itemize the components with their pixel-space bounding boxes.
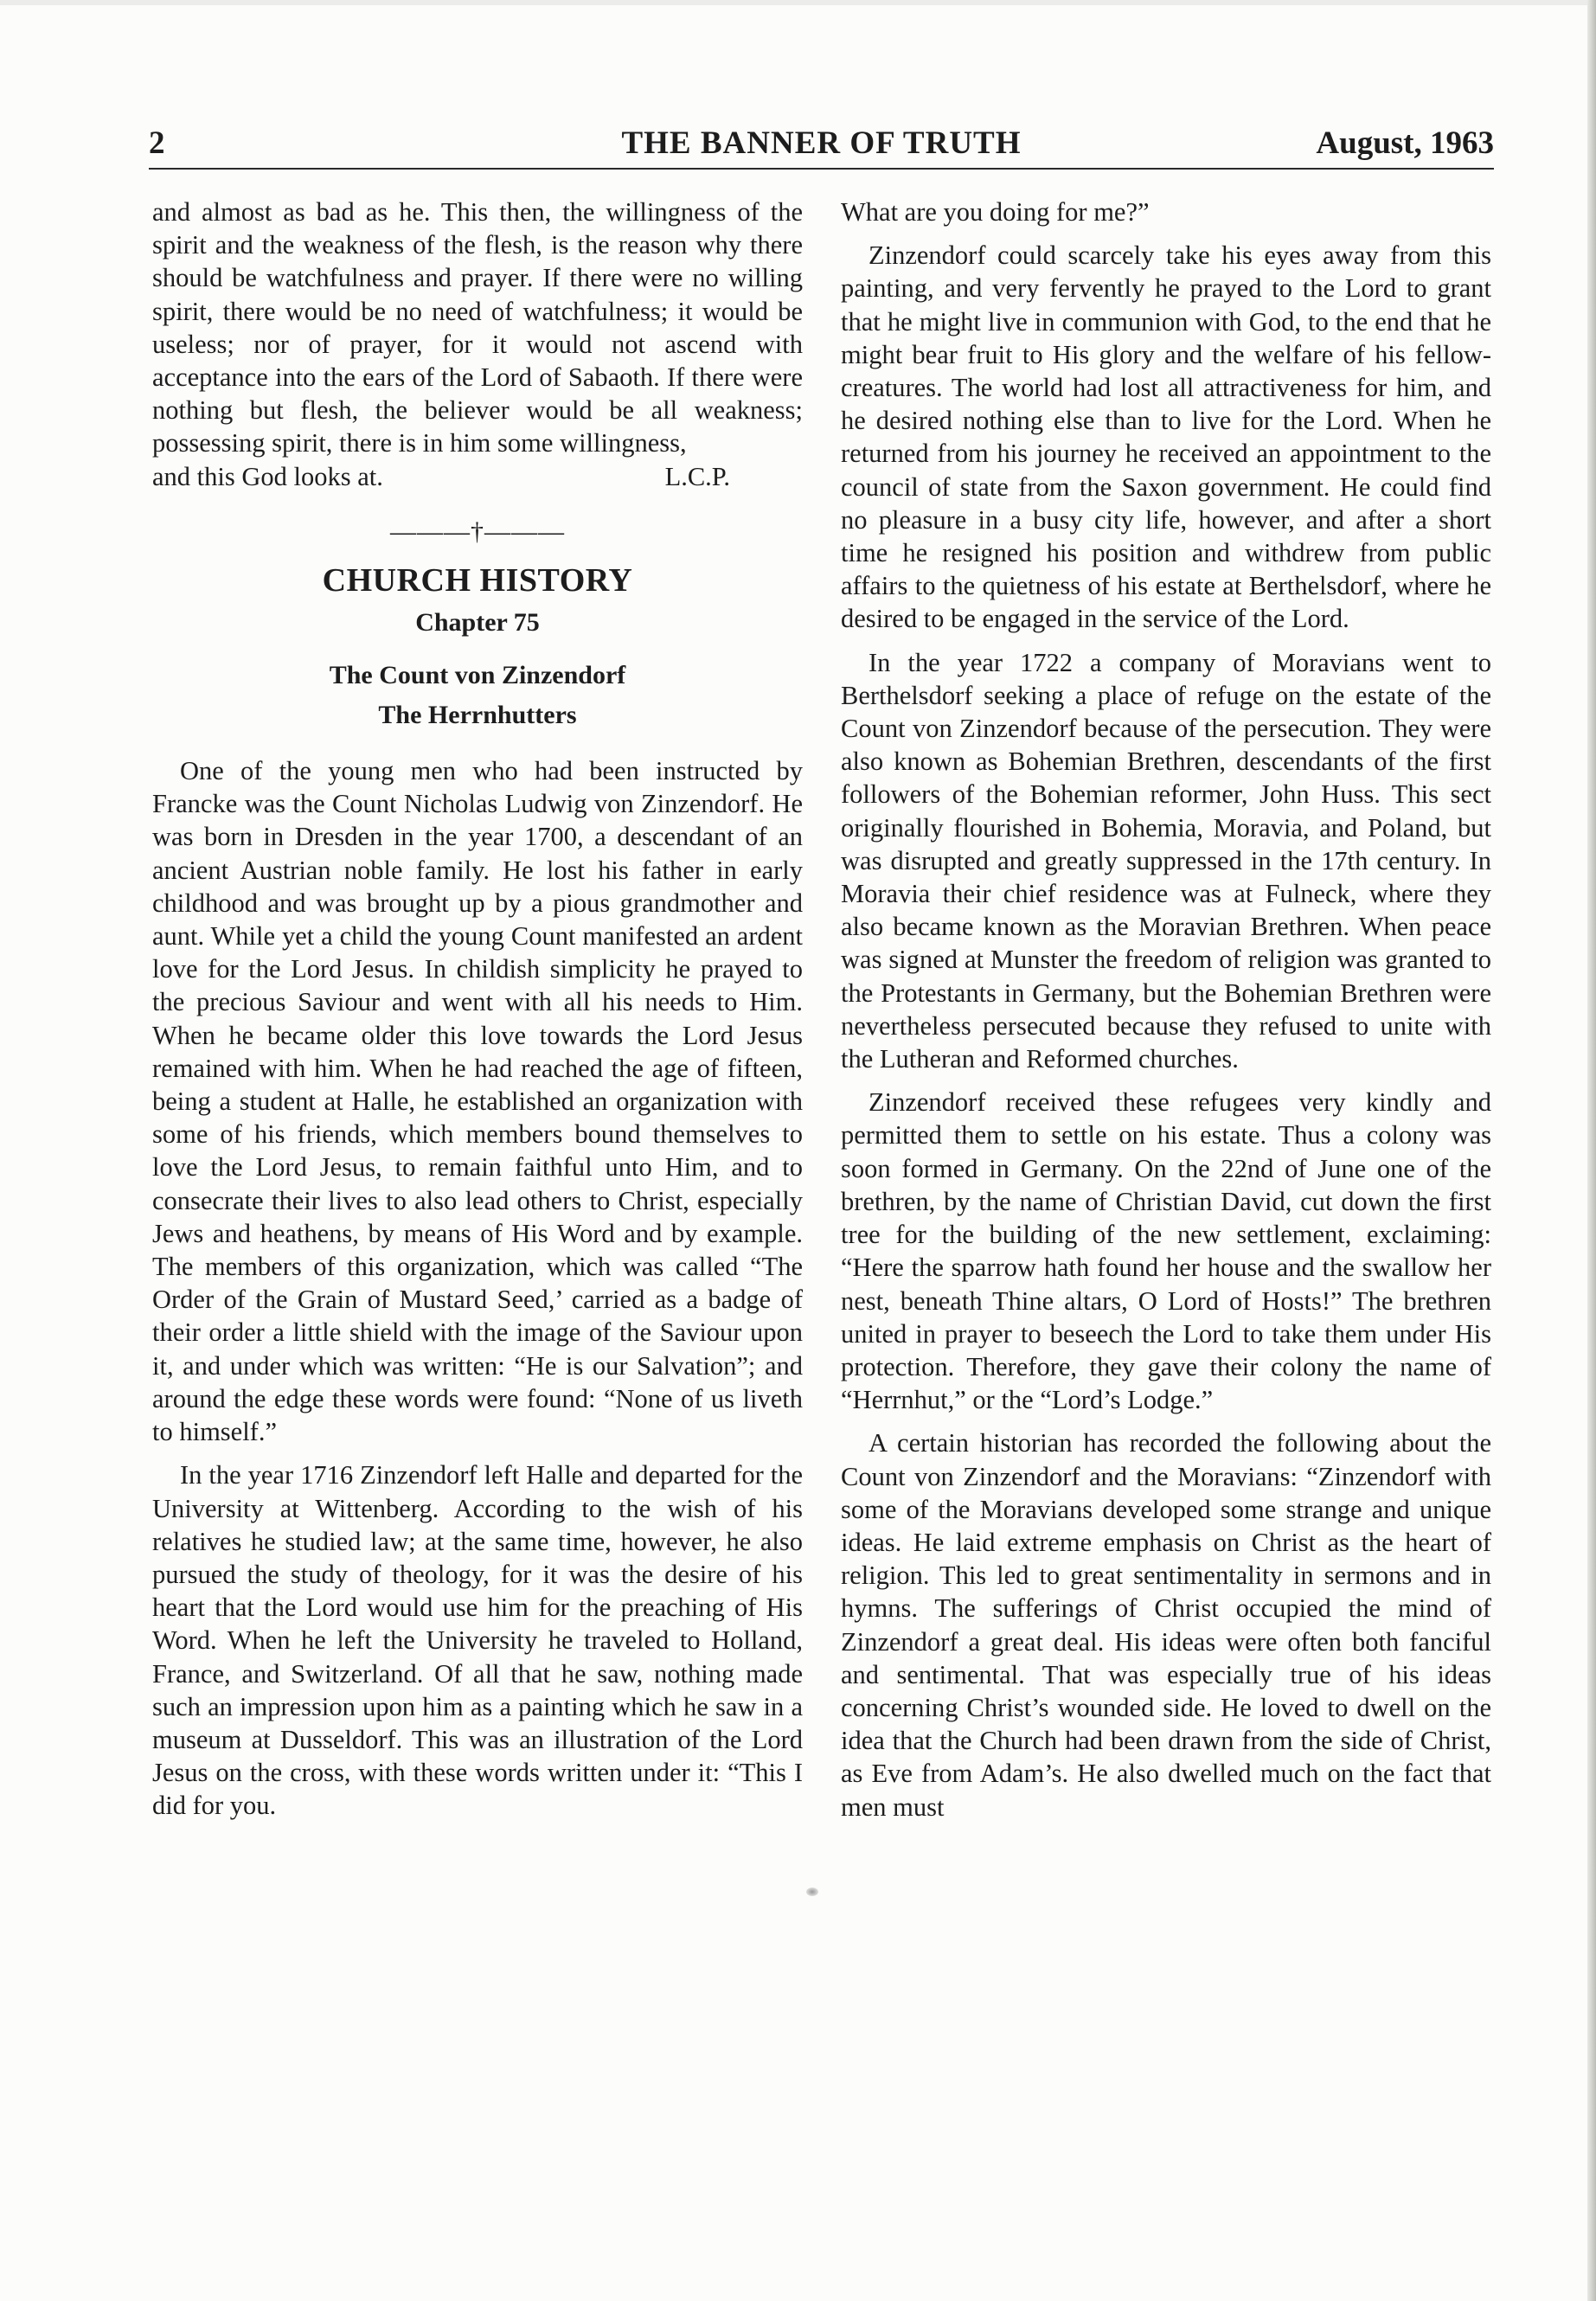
running-header	[149, 119, 1494, 170]
scan-edge-right	[1587, 0, 1596, 2301]
continued-quote: What are you doing for me?”	[841, 197, 1150, 227]
section-title: CHURCH HISTORY	[322, 562, 633, 599]
subheading-zinzendorf: The Count von Zinzendorf	[329, 661, 626, 690]
issue-date: August, 1963	[1316, 125, 1494, 161]
paragraph: One of the young men who had been instructed by Francke was the Count Nicholas Ludwig von Zinzendorf. He was born in Dresden in the year 1700, a descendant of an ancient Austrian noble family. He lost his father in early childhood and was brought up by a pious grandmother and aunt. While yet a child the young Count manifested an ardent love for the Lord Jesus. In childish simplicity he prayed to the precious Saviour and went with all his needs to Him. When he became older this love towards the Lord Jesus remained with him. When he had reached the age of fifteen, being a student at Halle, he established an organization with some of his friends, which members bound themselves to love the Lord Jesus, to remain faithful unto Him, and to consecrate their lives to also lead others to Christ, especially Jews and heathens, by means of His Word and by example. The members of this organization, which was called “The Order of the Grain of Mustard Seed,’ carried as a badge of their order a little shield with the image of the Saviour upon it, and under which was written: “He is our Salvation”; and around the edge these words were found: “None of us liveth to himself.”	[152, 756, 803, 1447]
chapter-label: Chapter 75	[415, 608, 540, 638]
scan-edge-top	[0, 0, 1596, 5]
page-number: 2	[149, 125, 165, 161]
left-column	[152, 195, 803, 1833]
signature-line	[152, 460, 803, 493]
paragraph: A certain historian has recorded the following about the Count von Zinzendorf and the Moravians: “Zinzendorf with some of the Moravians developed some strange and unique ideas. He laid extreme emphasis on Christ as the heart of religion. This led to great sentimentality in sermons and in hymns. The sufferings of Christ occupied the mind of Zinzendorf a great deal. His ideas were often both fanciful and sentimental. That was especially true of his ideas concerning Christ’s wounded side. He loved to dwell on the idea that the Church had been drawn from the side of Christ, as Eve from Adam’s. He also dwelled much on the fact that men must	[841, 1428, 1491, 1822]
section-divider: ———†———	[390, 516, 565, 546]
paragraph: Zinzendorf could scarcely take his eyes away from this painting, and very fervently he prayed to the Lord to grant that he might live in communion with God, to the end that he might bear fruit to His glory and the welfare of his fellow-creatures. The world had lost all attractiveness for him, and he desired nothing else than to live for the Lord. When he returned from his journey he received an appointment to the council of state from the Saxon government. He could find no pleasure in a busy city life, however, and after a short time he resigned his position and withdrew from public affairs to the quietness of his estate at Berthelsdorf, where he desired to be engaged in the service of the Lord.	[841, 240, 1491, 634]
paragraph: Zinzendorf received these refugees very kindly and permitted them to settle on his estate. Thus a colony was soon formed in Germany. On the 22nd of June one of the brethren, by the name of Christian David, cut down the first tree for the building of the new settlement, exclaiming: “Here the sparrow hath found her house and the swallow her nest, beneath Thine altars, O Lord of Hosts!” The brethren united in prayer to beseech the Lord to take them under His protection. Therefore, they gave their colony the name of “Herrnhut,” or the “Lord’s Lodge.”	[841, 1087, 1491, 1415]
paragraph: In the year 1716 Zinzendorf left Halle and departed for the University at Wittenberg. According to the wish of his relatives he studied law; at the same time, however, he also pursued the study of theology, for it was the desire of his heart that the Lord would use him for the preaching of His Word. When he left the University he traveled to Holland, France, and Switzerland. Of all that he saw, nothing made such an impression upon him as a painting which he saw in a museum at Dusseldorf. This was an illustration of the Lord Jesus on the cross, with these words written under it: “This I did for you.	[152, 1460, 803, 1821]
scan-speck	[806, 1888, 818, 1896]
opening-paragraph: and almost as bad as he. This then, the willingness of the spirit and the weakness of the flesh, is the reason why there should be watchfulness and prayer. If there were no willing spirit, there would be no need of watchfulness; it would be useless; nor of prayer, for it would not ascend with acceptance into the ears of the Lord of Sabaoth. If there were nothing but flesh, the believer would be all weakness; possessing spirit, there is in him some willingness,	[152, 197, 803, 458]
author-signature: L.C.P.	[664, 461, 730, 491]
closing-line: and this God looks at.	[152, 461, 383, 491]
paragraph: In the year 1722 a company of Moravians went to Berthelsdorf seeking a place of refuge on the estate of the Count von Zinzendorf because of the persecution. They were also known as Bohemian Brethren, descendants of the first followers of the Bohemian reformer, John Huss. This sect originally flourished in Bohemia, Moravia, and Poland, but was disrupted and greatly suppressed in the 17th century. In Moravia their chief residence was at Fulneck, where they also became known as the Moravian Brethren. When peace was signed at Munster the freedom of religion was granted to the Protestants in Germany, but the Bohemian Brethren were nevertheless persecuted because they refused to unite with the Lutheran and Reformed churches.	[841, 647, 1491, 1074]
publication-title: THE BANNER OF TRUTH	[621, 125, 1022, 161]
right-column	[841, 195, 1491, 1834]
subheading-herrnhutters: The Herrnhutters	[378, 701, 577, 730]
